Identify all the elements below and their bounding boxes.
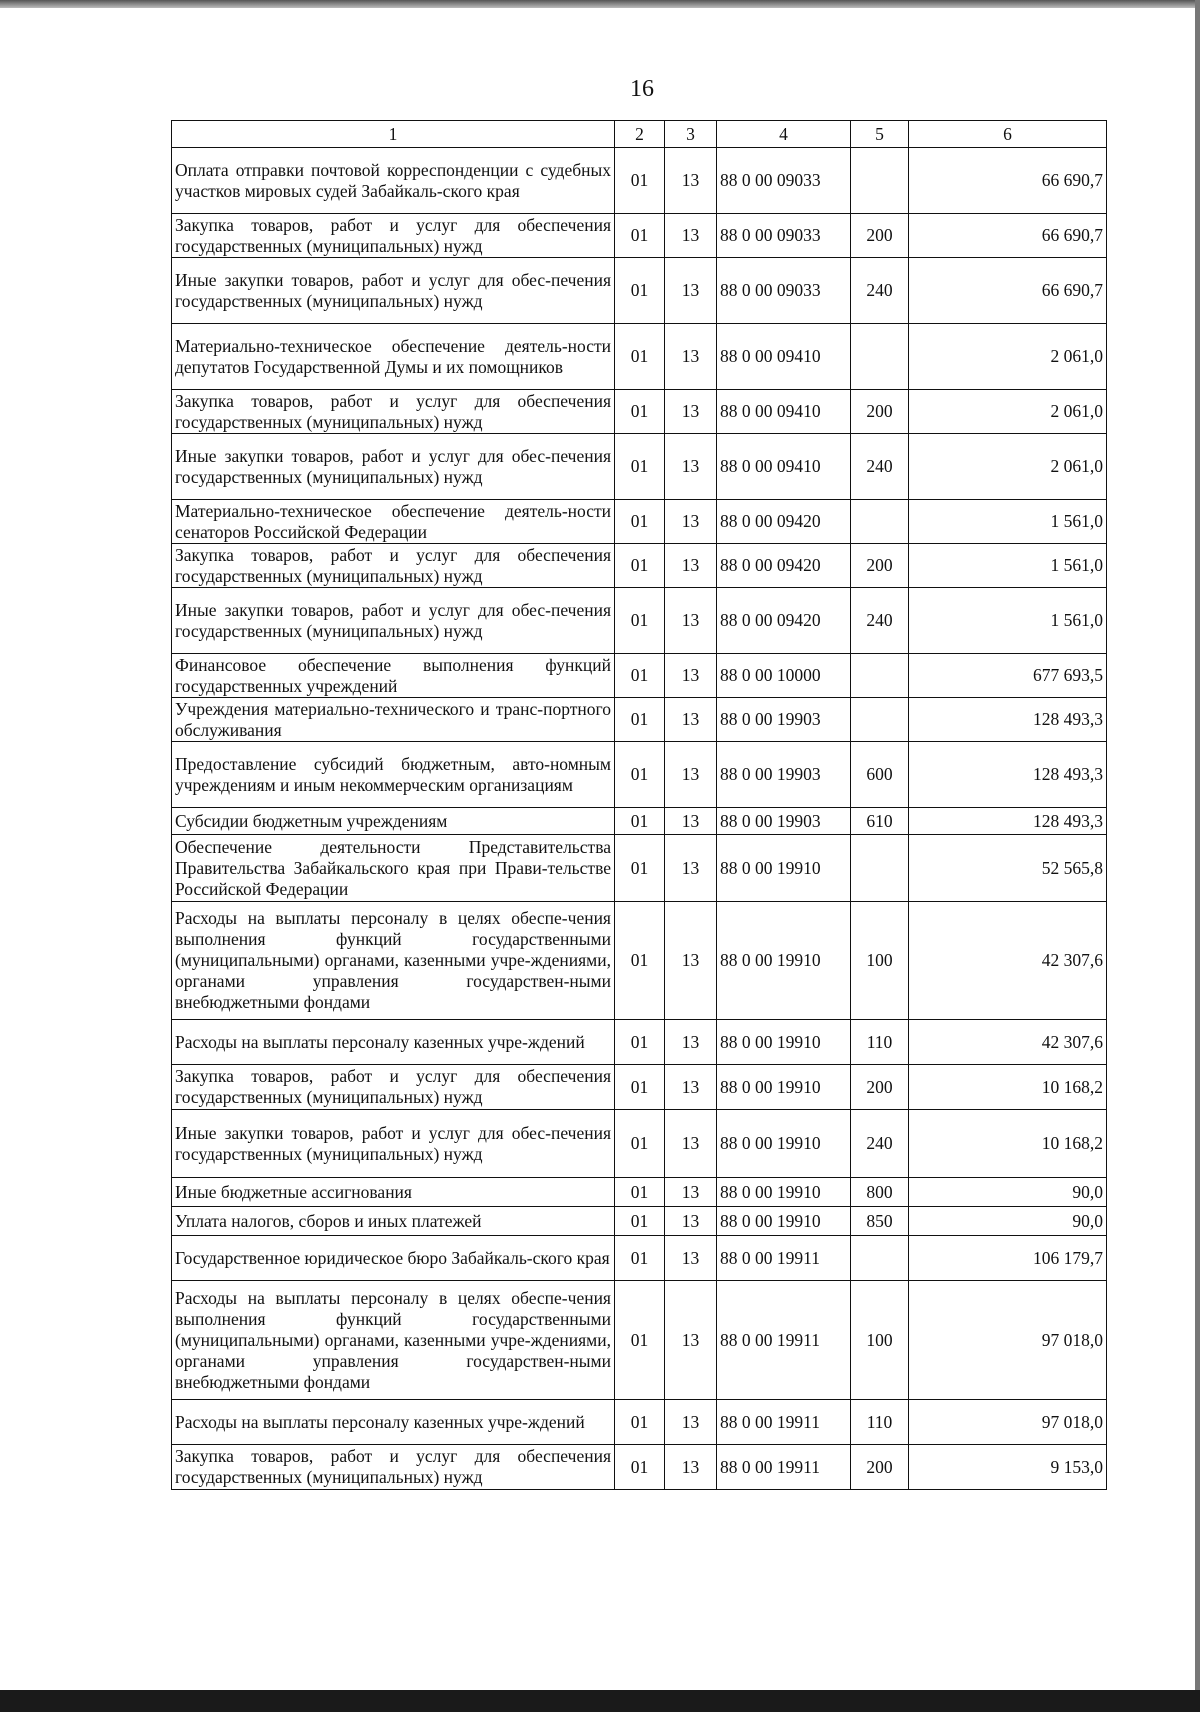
row-name: Субсидии бюджетным учреждениям (172, 808, 615, 835)
row-section: 01 (615, 1020, 665, 1065)
row-expense-type (851, 698, 909, 742)
row-expense-type: 240 (851, 1110, 909, 1178)
table-row (172, 390, 1107, 434)
row-section: 01 (615, 1207, 665, 1236)
row-expense-type (851, 324, 909, 390)
row-name: Иные закупки товаров, работ и услуг для обес-печения государственных (муниципальных) нужд (172, 588, 615, 654)
row-section: 01 (615, 434, 665, 500)
header-col-1: 1 (172, 121, 615, 148)
row-target-article: 88 0 00 19911 (717, 1236, 851, 1281)
row-section: 01 (615, 148, 665, 214)
table-row (172, 214, 1107, 258)
row-amount: 128 493,3 (909, 742, 1107, 808)
row-subsection: 13 (665, 698, 717, 742)
row-expense-type: 610 (851, 808, 909, 835)
row-name: Иные закупки товаров, работ и услуг для обес-печения государственных (муниципальных) нужд (172, 258, 615, 324)
header-col-4: 4 (717, 121, 851, 148)
row-target-article: 88 0 00 09033 (717, 214, 851, 258)
row-name: Предоставление субсидий бюджетным, авто-номным учреждениям и иным некоммерческим организациям (172, 742, 615, 808)
row-target-article: 88 0 00 19910 (717, 1020, 851, 1065)
table-row (172, 1020, 1107, 1065)
row-section: 01 (615, 654, 665, 698)
row-expense-type: 200 (851, 214, 909, 258)
row-amount: 677 693,5 (909, 654, 1107, 698)
row-expense-type: 600 (851, 742, 909, 808)
row-name: Государственное юридическое бюро Забайкаль-ского края (172, 1236, 615, 1281)
row-amount: 128 493,3 (909, 808, 1107, 835)
row-target-article: 88 0 00 09420 (717, 500, 851, 544)
row-amount: 97 018,0 (909, 1400, 1107, 1445)
row-expense-type: 100 (851, 1281, 909, 1400)
row-target-article: 88 0 00 19911 (717, 1281, 851, 1400)
row-subsection: 13 (665, 1445, 717, 1490)
row-section: 01 (615, 1400, 665, 1445)
row-section: 01 (615, 258, 665, 324)
row-name: Оплата отправки почтовой корреспонденции с судебных участков мировых судей Забайкаль-ского края (172, 148, 615, 214)
row-subsection: 13 (665, 1178, 717, 1207)
row-section: 01 (615, 1110, 665, 1178)
row-subsection: 13 (665, 1020, 717, 1065)
row-name: Уплата налогов, сборов и иных платежей (172, 1207, 615, 1236)
row-target-article: 88 0 00 09410 (717, 434, 851, 500)
row-subsection: 13 (665, 1207, 717, 1236)
row-expense-type: 200 (851, 544, 909, 588)
scan-bottom-edge (0, 1690, 1200, 1712)
row-name: Финансовое обеспечение выполнения функций государственных учреждений (172, 654, 615, 698)
row-name: Закупка товаров, работ и услуг для обеспечения государственных (муниципальных) нужд (172, 1445, 615, 1490)
table-header (172, 121, 1107, 148)
header-col-5: 5 (851, 121, 909, 148)
header-col-6: 6 (909, 121, 1107, 148)
table-row (172, 1400, 1107, 1445)
row-amount: 97 018,0 (909, 1281, 1107, 1400)
row-subsection: 13 (665, 808, 717, 835)
row-name: Закупка товаров, работ и услуг для обеспечения государственных (муниципальных) нужд (172, 390, 615, 434)
row-subsection: 13 (665, 544, 717, 588)
row-name: Расходы на выплаты персоналу казенных учре-ждений (172, 1400, 615, 1445)
table-row (172, 544, 1107, 588)
row-subsection: 13 (665, 742, 717, 808)
table-row (172, 1065, 1107, 1110)
table-row (172, 835, 1107, 902)
row-expense-type (851, 500, 909, 544)
row-name: Расходы на выплаты персоналу казенных учре-ждений (172, 1020, 615, 1065)
row-name: Обеспечение деятельности Представительства Правительства Забайкальского края при Прави-тельстве Российской Федерации (172, 835, 615, 902)
row-target-article: 88 0 00 19903 (717, 808, 851, 835)
row-expense-type (851, 1236, 909, 1281)
row-expense-type: 200 (851, 1445, 909, 1490)
row-subsection: 13 (665, 902, 717, 1020)
row-expense-type: 240 (851, 588, 909, 654)
row-name: Материально-техническое обеспечение деятель-ности депутатов Государственной Думы и их помощников (172, 324, 615, 390)
row-name: Иные закупки товаров, работ и услуг для обес-печения государственных (муниципальных) нужд (172, 1110, 615, 1178)
table-row (172, 148, 1107, 214)
row-target-article: 88 0 00 19910 (717, 1065, 851, 1110)
row-expense-type: 800 (851, 1178, 909, 1207)
table-row (172, 902, 1107, 1020)
table-body (172, 148, 1107, 1490)
page-number: 16 (630, 76, 654, 102)
row-section: 01 (615, 500, 665, 544)
row-amount: 42 307,6 (909, 1020, 1107, 1065)
row-amount: 2 061,0 (909, 390, 1107, 434)
table-row (172, 654, 1107, 698)
table-row (172, 588, 1107, 654)
row-amount: 9 153,0 (909, 1445, 1107, 1490)
row-subsection: 13 (665, 1400, 717, 1445)
row-target-article: 88 0 00 19910 (717, 1110, 851, 1178)
row-target-article: 88 0 00 09033 (717, 148, 851, 214)
header-row (172, 121, 1107, 148)
row-section: 01 (615, 588, 665, 654)
table-row (172, 1110, 1107, 1178)
row-expense-type (851, 835, 909, 902)
row-subsection: 13 (665, 214, 717, 258)
table-row (172, 698, 1107, 742)
table-row (172, 1236, 1107, 1281)
row-amount: 66 690,7 (909, 214, 1107, 258)
row-target-article: 88 0 00 09033 (717, 258, 851, 324)
row-target-article: 88 0 00 19910 (717, 835, 851, 902)
row-expense-type: 100 (851, 902, 909, 1020)
row-name: Закупка товаров, работ и услуг для обеспечения государственных (муниципальных) нужд (172, 544, 615, 588)
row-subsection: 13 (665, 390, 717, 434)
table-row (172, 1445, 1107, 1490)
row-expense-type: 110 (851, 1400, 909, 1445)
row-amount: 90,0 (909, 1178, 1107, 1207)
row-target-article: 88 0 00 09410 (717, 390, 851, 434)
row-subsection: 13 (665, 1281, 717, 1400)
header-col-3: 3 (665, 121, 717, 148)
row-section: 01 (615, 698, 665, 742)
row-subsection: 13 (665, 1236, 717, 1281)
row-expense-type: 200 (851, 1065, 909, 1110)
row-expense-type: 240 (851, 434, 909, 500)
row-amount: 52 565,8 (909, 835, 1107, 902)
row-expense-type: 110 (851, 1020, 909, 1065)
row-section: 01 (615, 214, 665, 258)
table-row (172, 258, 1107, 324)
table-row (172, 1281, 1107, 1400)
row-section: 01 (615, 324, 665, 390)
row-section: 01 (615, 1065, 665, 1110)
row-amount: 2 061,0 (909, 434, 1107, 500)
row-subsection: 13 (665, 258, 717, 324)
table-row (172, 808, 1107, 835)
row-expense-type: 240 (851, 258, 909, 324)
row-amount: 42 307,6 (909, 902, 1107, 1020)
row-amount: 90,0 (909, 1207, 1107, 1236)
row-subsection: 13 (665, 148, 717, 214)
row-subsection: 13 (665, 500, 717, 544)
row-subsection: 13 (665, 1065, 717, 1110)
row-target-article: 88 0 00 19910 (717, 1207, 851, 1236)
row-section: 01 (615, 1178, 665, 1207)
table-row (172, 1178, 1107, 1207)
row-amount: 66 690,7 (909, 258, 1107, 324)
row-section: 01 (615, 1445, 665, 1490)
table-row (172, 742, 1107, 808)
row-expense-type: 850 (851, 1207, 909, 1236)
row-amount: 10 168,2 (909, 1110, 1107, 1178)
row-name: Материально-техническое обеспечение деятель-ности сенаторов Российской Федерации (172, 500, 615, 544)
row-target-article: 88 0 00 09420 (717, 588, 851, 654)
row-amount: 106 179,7 (909, 1236, 1107, 1281)
row-target-article: 88 0 00 19910 (717, 902, 851, 1020)
row-section: 01 (615, 742, 665, 808)
table-row (172, 1207, 1107, 1236)
row-target-article: 88 0 00 09420 (717, 544, 851, 588)
row-name: Расходы на выплаты персоналу в целях обеспе-чения выполнения функций государственными (муниципальными) органами, казенными учре-ждениями, органами управления государствен-ными внебюджетными фондами (172, 1281, 615, 1400)
row-section: 01 (615, 544, 665, 588)
row-section: 01 (615, 390, 665, 434)
row-target-article: 88 0 00 19911 (717, 1400, 851, 1445)
scan-top-edge (0, 0, 1200, 8)
table-row (172, 434, 1107, 500)
row-expense-type (851, 148, 909, 214)
row-section: 01 (615, 1236, 665, 1281)
row-section: 01 (615, 835, 665, 902)
row-amount: 2 061,0 (909, 324, 1107, 390)
row-amount: 1 561,0 (909, 500, 1107, 544)
row-subsection: 13 (665, 1110, 717, 1178)
row-target-article: 88 0 00 09410 (717, 324, 851, 390)
row-subsection: 13 (665, 835, 717, 902)
row-target-article: 88 0 00 19903 (717, 698, 851, 742)
row-name: Иные закупки товаров, работ и услуг для обес-печения государственных (муниципальных) нужд (172, 434, 615, 500)
row-subsection: 13 (665, 588, 717, 654)
row-target-article: 88 0 00 19903 (717, 742, 851, 808)
row-name: Закупка товаров, работ и услуг для обеспечения государственных (муниципальных) нужд (172, 214, 615, 258)
table-row (172, 500, 1107, 544)
row-amount: 1 561,0 (909, 544, 1107, 588)
row-amount: 66 690,7 (909, 148, 1107, 214)
row-name: Иные бюджетные ассигнования (172, 1178, 615, 1207)
table-row (172, 324, 1107, 390)
row-expense-type: 200 (851, 390, 909, 434)
row-name: Учреждения материально-технического и транс-портного обслуживания (172, 698, 615, 742)
row-name: Закупка товаров, работ и услуг для обеспечения государственных (муниципальных) нужд (172, 1065, 615, 1110)
row-section: 01 (615, 808, 665, 835)
row-expense-type (851, 654, 909, 698)
row-amount: 1 561,0 (909, 588, 1107, 654)
row-target-article: 88 0 00 19911 (717, 1445, 851, 1490)
row-amount: 10 168,2 (909, 1065, 1107, 1110)
row-target-article: 88 0 00 10000 (717, 654, 851, 698)
budget-table (171, 120, 1107, 1490)
row-subsection: 13 (665, 654, 717, 698)
header-col-2: 2 (615, 121, 665, 148)
row-name: Расходы на выплаты персоналу в целях обеспе-чения выполнения функций государственными (муниципальными) органами, казенными учре-ждениями, органами управления государствен-ными внебюджетными фондами (172, 902, 615, 1020)
row-amount: 128 493,3 (909, 698, 1107, 742)
row-subsection: 13 (665, 434, 717, 500)
row-target-article: 88 0 00 19910 (717, 1178, 851, 1207)
row-section: 01 (615, 1281, 665, 1400)
row-section: 01 (615, 902, 665, 1020)
scan-right-edge (1195, 0, 1200, 1712)
row-subsection: 13 (665, 324, 717, 390)
